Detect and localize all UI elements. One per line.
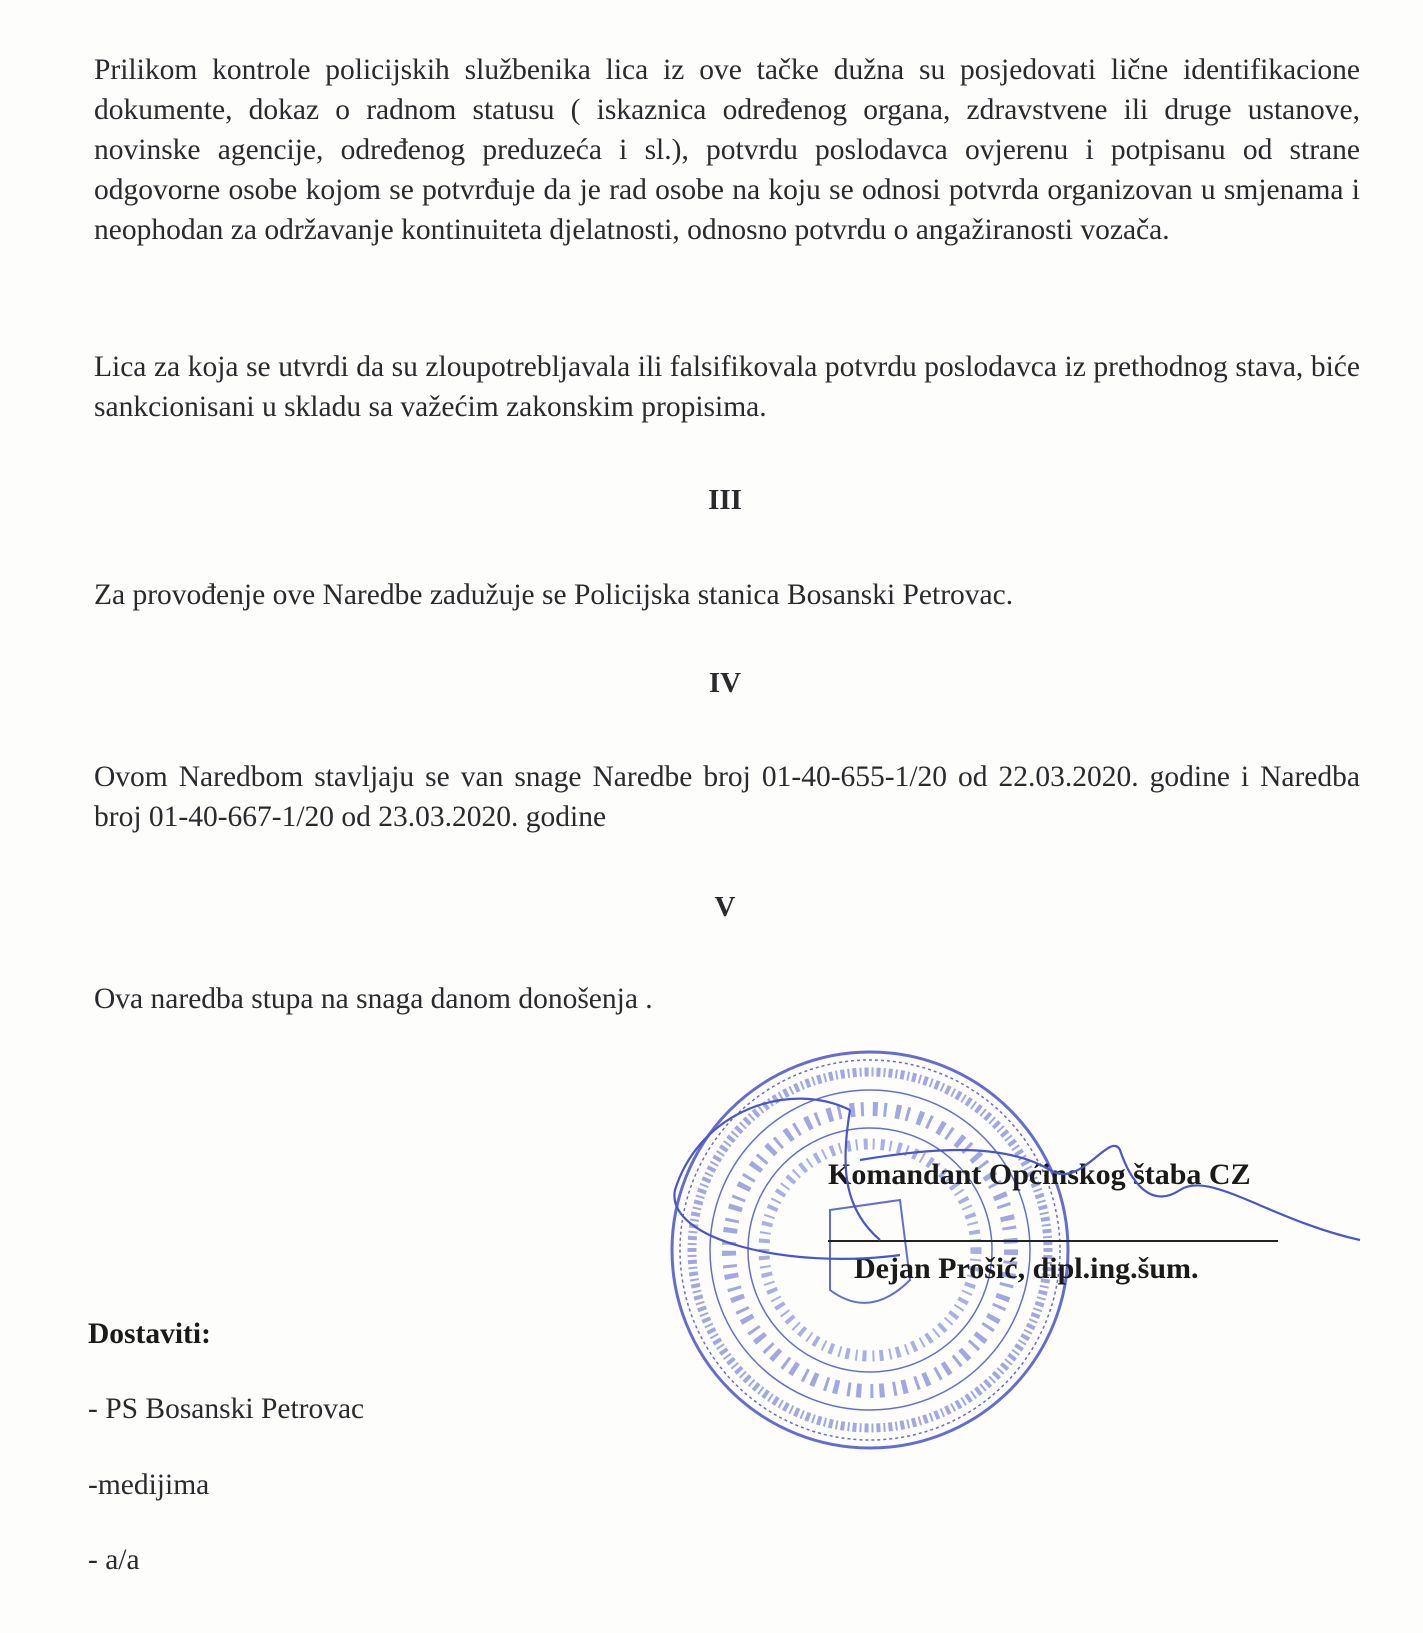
- section-heading-iii: III: [708, 484, 742, 516]
- section-heading-iv: IV: [708, 667, 742, 699]
- distribution-item: - a/a: [88, 1544, 140, 1576]
- signatory-name: Dejan Prošić, dipl.ing.šum.: [854, 1252, 1199, 1285]
- signatory-title: Komandant Općinskog štaba CZ: [828, 1158, 1251, 1191]
- distribution-item: - PS Bosanski Petrovac: [88, 1393, 365, 1425]
- paragraph-effective: Ova naredba stupa na snaga danom donošenja .: [94, 983, 653, 1015]
- section-heading-v: V: [714, 891, 736, 923]
- distribution-item: -medijima: [88, 1469, 210, 1501]
- paragraph-sanctions: Lica za koja se utvrdi da su zloupotrebljavala ili falsifikovala potvrdu poslodavca iz prethodnog stava, biće sankcionisani u skladu sa važećim zakonskim propisima.: [94, 351, 1360, 423]
- distribution-heading: Dostaviti:: [88, 1318, 211, 1350]
- paragraph-control: Prilikom kontrole policijskih službenika lica iz ove tačke dužna su posjedovati lične identifikacione dokumente, dokaz o radnom statusu ( iskaznica određenog organa, zdravstvene ili druge ustanove, novinske agencije, određenog preduzeća i sl.), potvrdu poslodavca ovjerenu i potpisanu od strane odgovorne osobe kojom se potvrđuje da je rad osobe na koju se odnosi potvrda organizovan u smjenama i neophodan za održavanje kontinuiteta djelatnosti, odnosno potvrdu o angažiranosti vozača.: [94, 54, 1360, 246]
- paragraph-implementation: Za provođenje ove Naredbe zadužuje se Policijska stanica Bosanski Petrovac.: [94, 579, 1014, 611]
- handwritten-signature: [670, 1070, 1390, 1290]
- paragraph-repeal: Ovom Naredbom stavljaju se van snage Naredbe broj 01-40-655-1/20 od 22.03.2020. godine i Naredba broj 01-40-667-1/20 od 23.03.2020. godine: [94, 761, 1360, 833]
